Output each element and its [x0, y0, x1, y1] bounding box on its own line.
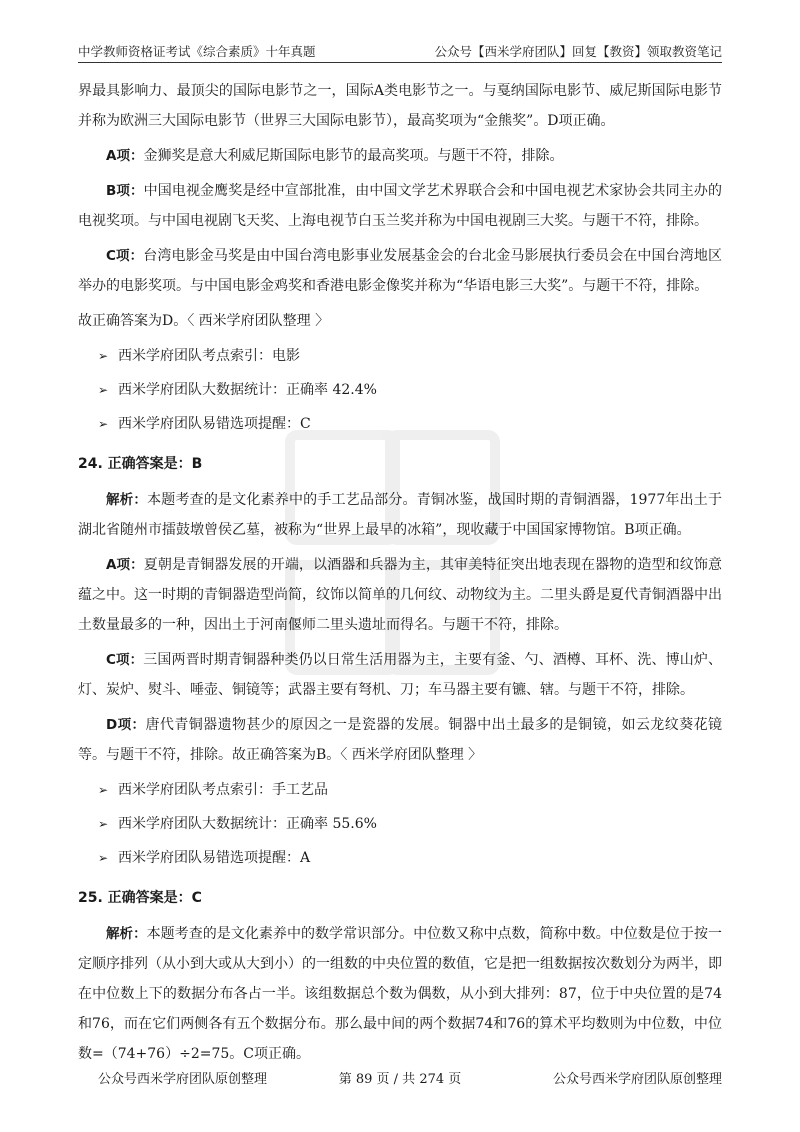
header-title: 中学教师资格证考试《综合素质》十年真题 [78, 44, 316, 59]
arrow-icon: ➢ [98, 349, 109, 363]
page-header [78, 40, 722, 63]
arrow-icon: ➢ [98, 851, 109, 865]
question-24-analysis: 解析：本题考查的是文化素养中的手工艺品部分。青铜冰鉴，战国时期的青铜酒器，1977年出土于湖北省随州市擂鼓墩曾侯乙墓，被称为“世界上最早的冰箱”，现收藏于中国国家博物馆。B项正确。 [78, 492, 722, 538]
arrow-icon: ➢ [98, 417, 109, 431]
footer-right: 公众号西米学府团队原创整理 [552, 1072, 722, 1087]
arrow-icon: ➢ [98, 383, 109, 397]
page-footer [78, 1068, 722, 1092]
bullet-item: ➢ 西米学府团队大数据统计：正确率 42.4% [78, 375, 722, 405]
bullet-item: ➢ 西米学府团队大数据统计：正确率 55.6% [78, 809, 722, 839]
page-number: 第 89 页 / 共 274 页 [338, 1072, 462, 1087]
arrow-icon: ➢ [98, 783, 109, 797]
conclusion: 故正确答案为D。〈 西米学府团队整理 〉 [78, 313, 330, 329]
option-c-explanation: C项：台湾电影金马奖是由中国台湾电影事业发展基金会的台北金马影展执行委员会在中国台湾地区举办的电影奖项。与中国电影金鸡奖和香港电影金像奖并称为“华语电影三大奖”。与题干不符，排除。 [78, 248, 722, 294]
bullet-item: ➢ 西米学府团队考点索引：电影 [78, 341, 722, 371]
paragraph-intro: 界最具影响力、最顶尖的国际电影节之一，国际A类电影节之一。与戛纳国际电影节、威尼斯国际电影节并称为欧洲三大国际电影节（世界三大国际电影节），最高奖项为“金熊奖”。D项正确。 [78, 83, 722, 129]
question-25-analysis: 解析：本题考查的是文化素养中的数学常识部分。中位数又称中点数，简称中数。中位数是位于按一定顺序排列（从小到大或从大到小）的一组数的中央位置的数值，它是把一组数据按次数划分为两半，即在中位数上下的数据分布各占一半。该组数据总个数为偶数，从小到大排列：87，位于中央位置的是74和76，而在它们两侧各有五个数据分布。那么最中间的两个数据74和76的算术平均数则为中位数，中位数=（74+76）÷2=75。C项正确。 [78, 926, 723, 1062]
bullet-item: ➢ 西米学府团队考点索引：手工艺品 [78, 775, 722, 805]
footer-left: 公众号西米学府团队原创整理 [98, 1072, 268, 1087]
arrow-icon: ➢ [98, 817, 109, 831]
bullet-item: ➢ 西米学府团队易错选项提醒：C [78, 409, 722, 439]
header-promo: 公众号【西米学府团队】回复【教资】领取教资笔记 [434, 44, 722, 59]
option-a-explanation: A项：金狮奖是意大利威尼斯国际电影节的最高奖项。与题干不符，排除。 [106, 148, 564, 164]
option-b-explanation: B项：中国电视金鹰奖是经中宣部批准，由中国文学艺术界联合会和中国电视艺术家协会共同主办的电视奖项。与中国电视剧飞天奖、上海电视节白玉兰奖并称为中国电视剧三大奖。与题干不符，排除。 [78, 183, 722, 229]
option-c-explanation: C项：三国两晋时期青铜器种类仍以日常生活用器为主，主要有釜、勺、酒樽、耳杯、洗、博山炉、灯、炭炉、熨斗、唾壶、铜镜等；武器主要有弩机、刀；车马器主要有镳、辖。与题干不符，排除。 [78, 652, 722, 698]
bullet-item: ➢ 西米学府团队易错选项提醒：A [78, 843, 722, 873]
question-24-heading: 24. 正确答案是：B [78, 456, 203, 472]
option-a-explanation: A项：夏朝是青铜器发展的开端，以酒器和兵器为主，其审美特征突出地表现在器物的造型和纹饰意蕴之中。这一时期的青铜器造型尚简，纹饰以简单的几何纹、动物纹为主。二里头爵是夏代青铜酒器中出土数量最多的一种，因出土于河南偃师二里头遗址而得名。与题干不符，排除。 [78, 557, 722, 633]
option-d-explanation: D项：唐代青铜器遗物甚少的原因之一是瓷器的发展。铜器中出土最多的是铜镜，如云龙纹葵花镜等。与题干不符，排除。故正确答案为B。〈 西米学府团队整理 〉 [78, 717, 722, 763]
page-content [78, 76, 722, 1074]
question-25-heading: 25. 正确答案是：C [78, 890, 202, 906]
